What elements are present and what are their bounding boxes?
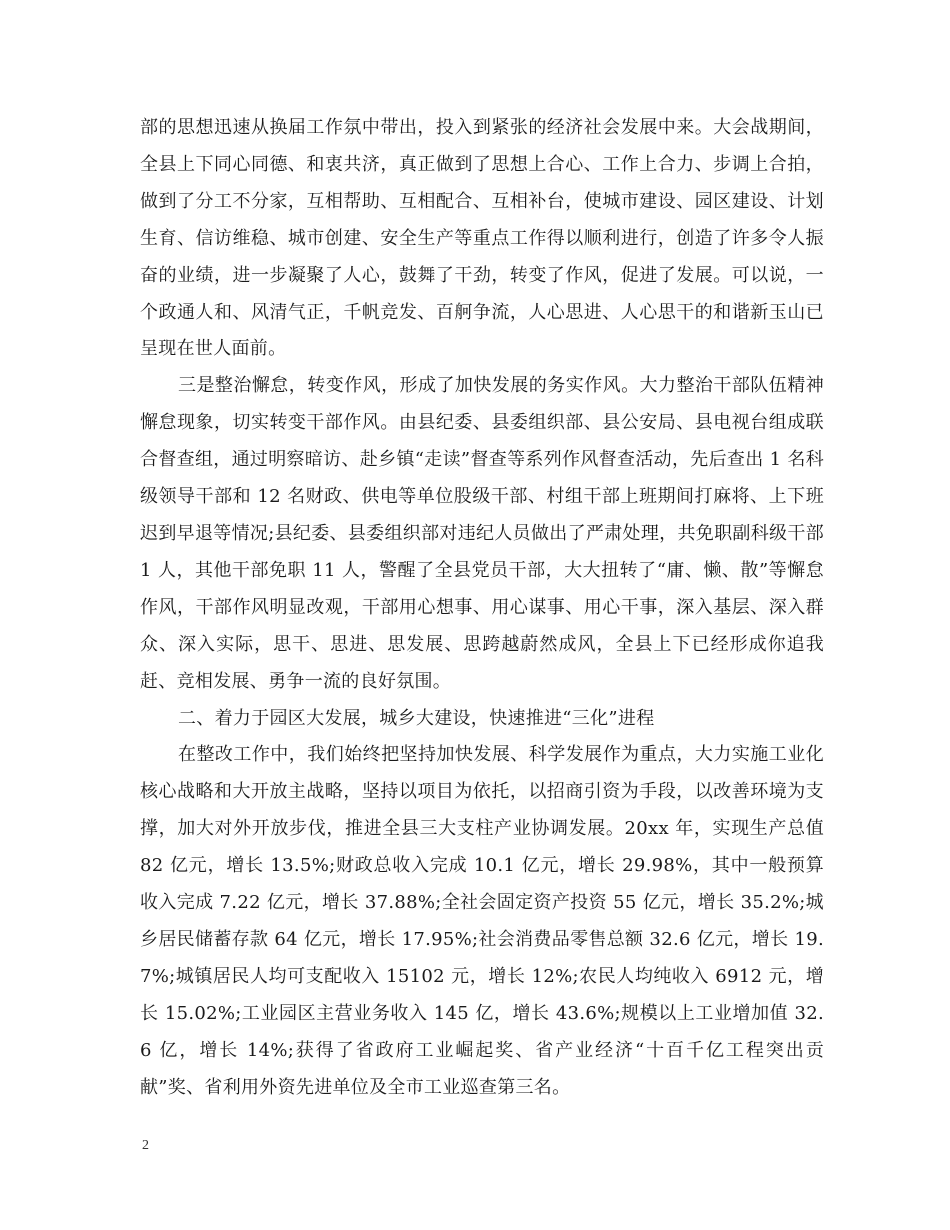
paragraph-continuation: 部的思想迅速从换届工作氛中带出，投入到紧张的经济社会发展中来。大会战期间，全县上下同心同德、和衷共济，真正做到了思想上合心、工作上合力、步调上合拍，做到了分工不分家，互相帮助、互相配合、互相补台，使城市建设、园区建设、计划生育、信访维稳、城市创建、安全生产等重点工作得以顺利进行，创造了许多令人振奋的业绩，进一步凝聚了人心，鼓舞了干劲，转变了作风，促进了发展。可以说，一个政通人和、风清气正，千帆竞发、百舸争流，人心思进、人心思干的和谐新玉山已呈现在世人面前。 (140, 117, 824, 360)
section-heading-two: 二、着力于园区大发展，城乡大建设，快速推进“三化”进程 (178, 707, 655, 729)
page-number: 2 (142, 1138, 149, 1153)
paragraph-rectify-slackness: 三是整治懈怠，转变作风，形成了加快发展的务实作风。大力整治干部队伍精神懈怠现象，切实转变干部作风。由县纪委、县委组织部、县公安局、县电视台组成联合督查组，通过明察暗访、赴乡镇“走读”督查等系列作风督查活动，先后查出 1 名科级领导干部和 12 名财政、供电等单位股级干部、村组干部上班期间打麻将、上下班迟到早退等情况;县纪委、县委组织部对违纪人员做出了严肃处理，共免职副科级干部 1 人，其他干部免职 11 人，警醒了全县党员干部，大大扭转了“庸、懒、散”等懈怠作风，干部作风明显改观，干部用心想事、用心谋事、用心干事，深入基层、深入群众、深入实际，思干、思进、思发展、思跨越蔚然成风，全县上下已经形成你追我赶、竞相发展、勇争一流的良好氛围。 (140, 375, 824, 692)
paragraph-economic-results: 在整改工作中，我们始终把坚持加快发展、科学发展作为重点，大力实施工业化核心战略和大开放主战略，坚持以项目为依托，以招商引资为手段，以改善环境为支撑，加大对外开放步伐，推进全县三大支柱产业协调发展。20xx 年，实现生产总值 82 亿元，增长 13.5%;财政总收入完成 10.1 亿元，增长 29.98%，其中一般预算收入完成 7.22 亿元，增长 37.88%;全社会固定资产投资 55 亿元，增长 35.2%;城乡居民储蓄存款 64 亿元，增长 17.95%;社会消费品零售总额 32.6 亿元，增长 19.7%;城镇居民人均可支配收入 15102 元，增长 12%;农民人均纯收入 6912 元，增长 15.02%;工业园区主营业务收入 145 亿，增长 43.6%;规模以上工业增加值 32.6 亿，增长 14%;获得了省政府工业崛起奖、省产业经济“十百千亿工程突出贡献”奖、省利用外资先进单位及全市工业巡查第三名。 (140, 744, 824, 1098)
document-page (140, 110, 824, 1106)
